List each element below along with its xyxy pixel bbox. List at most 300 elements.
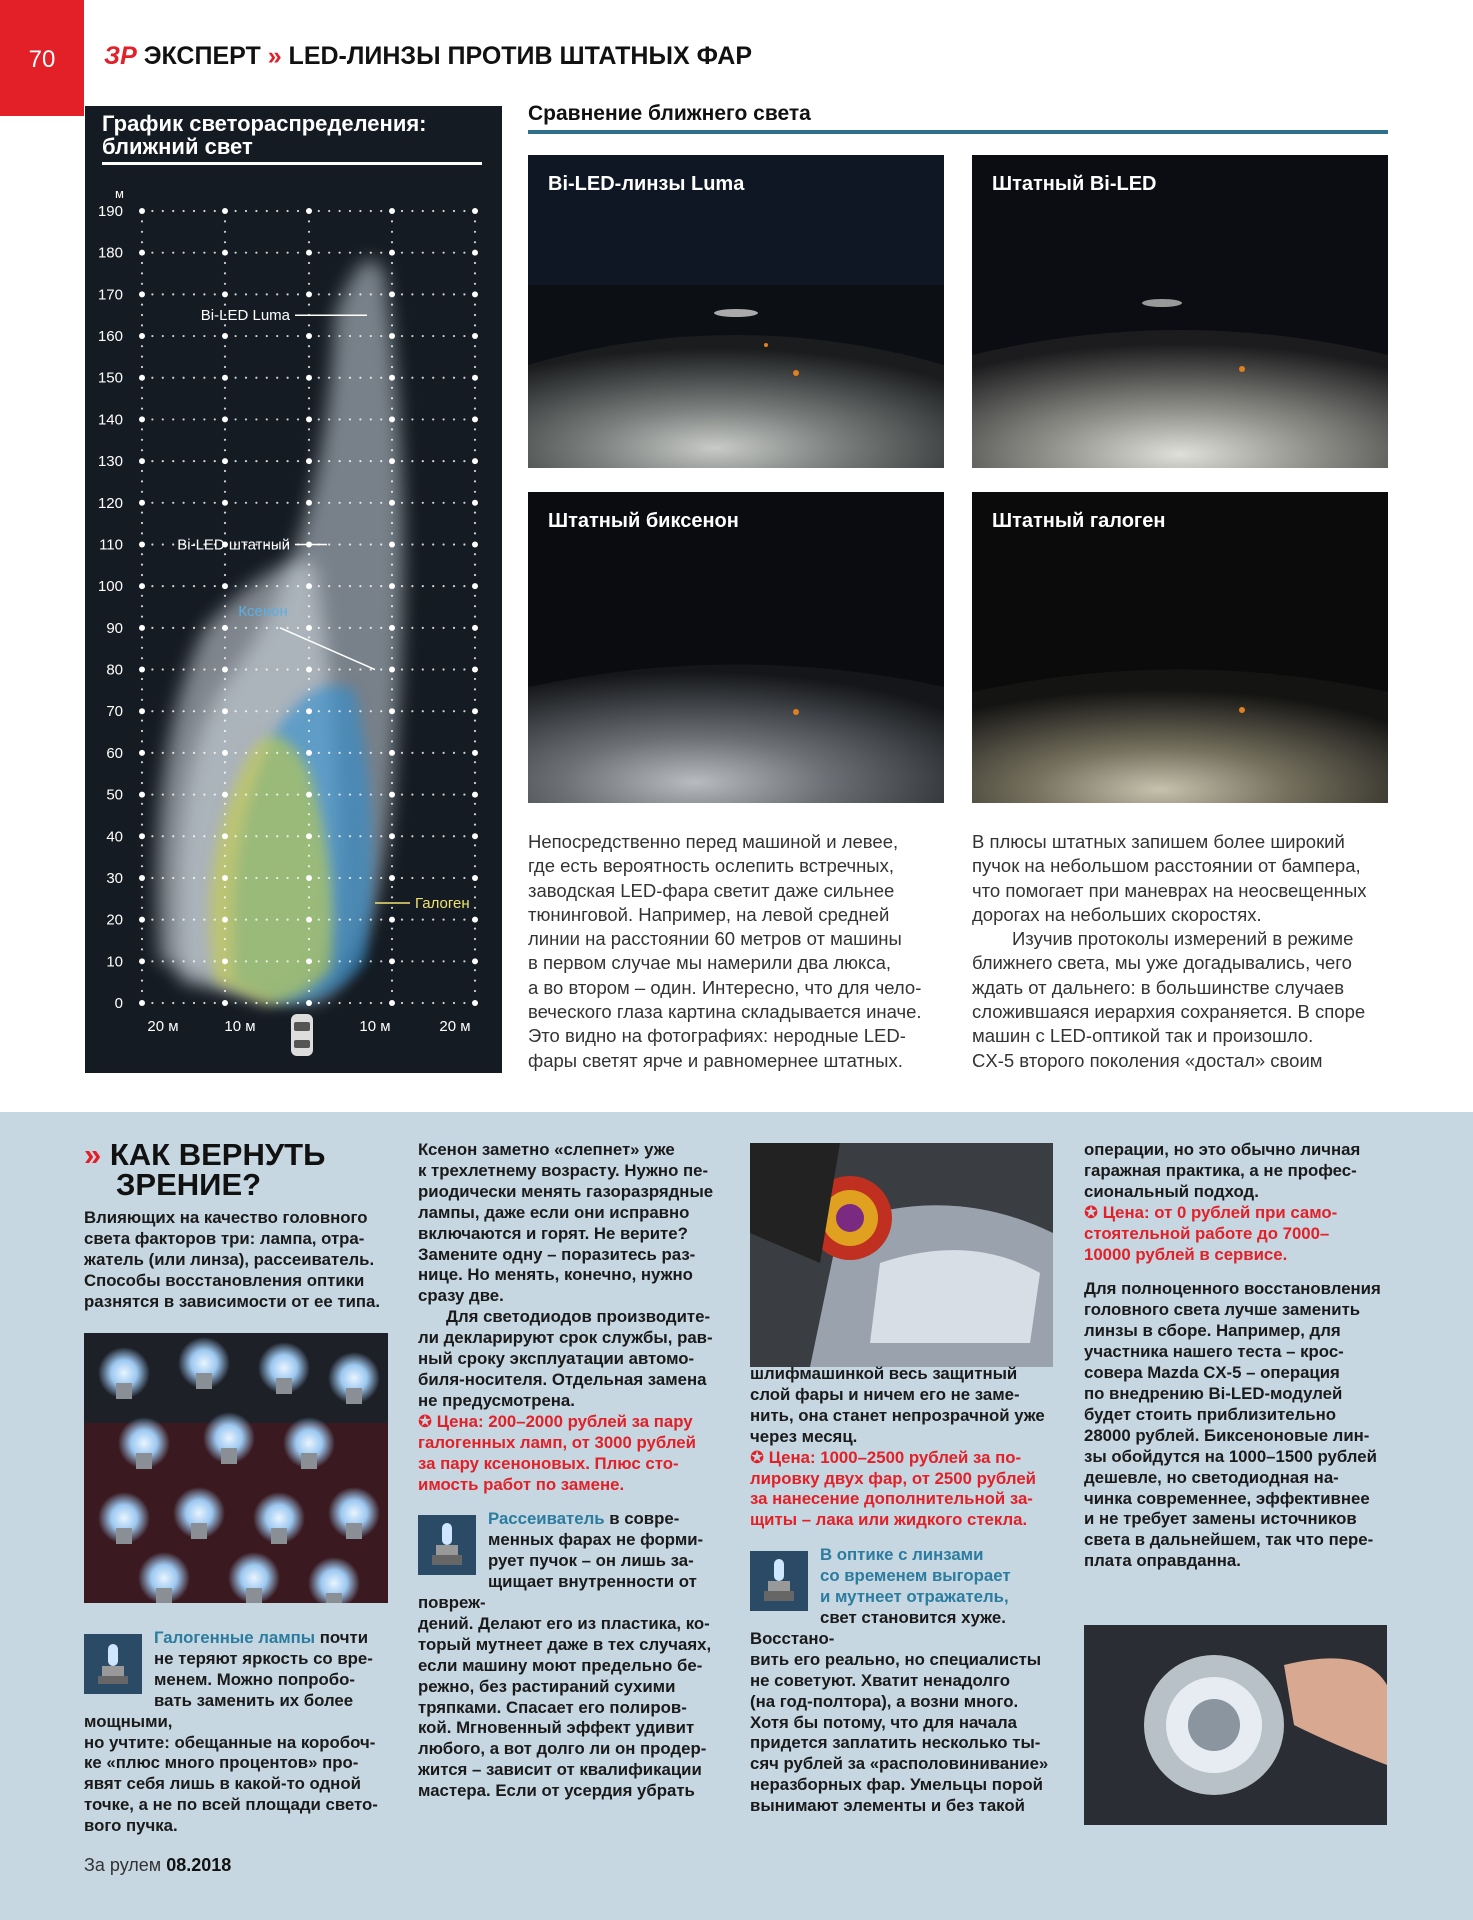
- grid-dot-minor: [349, 210, 351, 212]
- grid-dot-minor: [391, 314, 393, 316]
- grid-dot-minor: [422, 418, 424, 420]
- grid-dot-minor: [255, 835, 257, 837]
- grid-dot-minor: [432, 252, 434, 254]
- grid-dot-minor: [245, 252, 247, 254]
- grid-dot-minor: [453, 710, 455, 712]
- grid-dot-minor: [308, 272, 310, 274]
- grid-dot-minor: [266, 1002, 268, 1004]
- grid-dot-minor: [245, 752, 247, 754]
- text-line: веческого глаза картина складывается иначе.: [528, 1001, 922, 1023]
- grid-dot-minor: [422, 835, 424, 837]
- grid-dot-minor: [463, 1002, 465, 1004]
- grid-dot-minor: [172, 335, 174, 337]
- issue-number: 08.2018: [166, 1855, 232, 1875]
- grid-dot-minor: [308, 304, 310, 306]
- photo-bixenon: [528, 492, 944, 803]
- grid-dot-minor: [297, 210, 299, 212]
- grid-dot-minor: [391, 855, 393, 857]
- text-line: участника нашего теста – крос-: [1084, 1342, 1344, 1362]
- grid-dot-minor: [172, 835, 174, 837]
- grid-dot-minor: [308, 969, 310, 971]
- grid-dot-minor: [266, 210, 268, 212]
- grid-dot-minor: [141, 220, 143, 222]
- grid-dot-minor: [391, 917, 393, 919]
- grid-dot-minor: [224, 252, 226, 254]
- grid-dot-minor: [359, 919, 361, 921]
- grid-dot-minor: [370, 752, 372, 754]
- y-tick-label: 90: [106, 619, 123, 637]
- text-line: если машину моют предельно бе-: [418, 1655, 703, 1675]
- grid-dot-minor: [432, 377, 434, 379]
- grid-dot-minor: [224, 948, 226, 950]
- grid-dot-minor: [391, 907, 393, 909]
- grid-dot-minor: [297, 335, 299, 337]
- grid-dot-minor: [318, 793, 320, 795]
- grid-dot-minor: [411, 835, 413, 837]
- grid-dot-minor: [411, 502, 413, 504]
- text-line: дешевле, но светодиодная на-: [1084, 1467, 1339, 1487]
- grid-dot-minor: [183, 752, 185, 754]
- grid-dot-minor: [401, 710, 403, 712]
- grid-dot-minor: [224, 792, 226, 794]
- grid-dot-minor: [224, 283, 226, 285]
- grid-dot-minor: [141, 262, 143, 264]
- grid-dot-minor: [453, 919, 455, 921]
- grid-dot-minor: [214, 877, 216, 879]
- grid-dot-minor: [411, 377, 413, 379]
- grid-dot-minor: [370, 335, 372, 337]
- grid-dot-minor: [411, 460, 413, 462]
- grid-dot-minor: [151, 335, 153, 337]
- lens-photo: [1084, 1625, 1387, 1825]
- grid-dot-minor: [474, 262, 476, 264]
- grid-dot-minor: [141, 948, 143, 950]
- grid-dot-minor: [141, 803, 143, 805]
- grid-dot-minor: [474, 241, 476, 243]
- text-line: зы обойдутся на 1000–1500 рублей: [1084, 1446, 1377, 1466]
- grid-dot-minor: [474, 512, 476, 514]
- grid-dot-minor: [339, 710, 341, 712]
- grid-dot-minor: [391, 688, 393, 690]
- grid-dot-minor: [318, 919, 320, 921]
- grid-dot-minor: [183, 877, 185, 879]
- grid-dot-minor: [308, 210, 310, 212]
- grid-dot-minor: [141, 813, 143, 815]
- grid-dot-minor: [474, 272, 476, 274]
- grid-dot-minor: [162, 793, 164, 795]
- grid-dot-minor: [255, 793, 257, 795]
- grid-dot-minor: [141, 834, 143, 836]
- text-line: а во втором – один. Интересно, что для чело-: [528, 976, 922, 998]
- grid-dot-minor: [141, 668, 143, 670]
- grid-dot-minor: [474, 792, 476, 794]
- grid-dot-minor: [339, 460, 341, 462]
- grid-dot-minor: [203, 752, 205, 754]
- grid-dot-minor: [359, 793, 361, 795]
- grid-dot-minor: [224, 844, 226, 846]
- grid-dot-minor: [203, 793, 205, 795]
- grid-dot-minor: [422, 377, 424, 379]
- text-line: дений. Делают его из пластика, ко-: [418, 1613, 710, 1633]
- grid-dot-minor: [391, 699, 393, 701]
- text-line: в первом случае мы намерили два люкса,: [528, 952, 892, 974]
- text-line: плата оправданна.: [1084, 1551, 1241, 1571]
- bulb-base: [156, 1588, 172, 1603]
- grid-dot-minor: [411, 919, 413, 921]
- x-tick-label: 20 м: [147, 1018, 179, 1035]
- grid-dot-minor: [380, 960, 382, 962]
- page-title: LED-ЛИНЗЫ ПРОТИВ ШТАТНЫХ ФАР: [288, 42, 753, 70]
- grid-dot-minor: [349, 668, 351, 670]
- grid-dot-minor: [203, 668, 205, 670]
- rubric-label: ЭКСПЕРТ: [143, 42, 261, 70]
- grid-dot-minor: [349, 418, 351, 420]
- grid-dot-minor: [474, 896, 476, 898]
- text-line: пучок на небольшом расстоянии от бампера,: [972, 855, 1361, 877]
- text-line: и не требует замены источников: [1084, 1509, 1357, 1529]
- grid-dot-minor: [474, 439, 476, 441]
- grid-dot-minor: [224, 335, 226, 337]
- grid-dot-minor: [474, 720, 476, 722]
- grid-dot-minor: [349, 293, 351, 295]
- text-line: риодически менять газоразрядные: [418, 1181, 714, 1201]
- grid-dot-minor: [391, 668, 393, 670]
- grid-dot-minor: [141, 595, 143, 597]
- grid-dot-minor: [141, 772, 143, 774]
- grid-dot-minor: [463, 627, 465, 629]
- grid-dot-minor: [391, 647, 393, 649]
- grid-dot-minor: [276, 377, 278, 379]
- text-line: ли декларируют срок службы, рав-: [418, 1328, 713, 1348]
- grid-dot-minor: [474, 990, 476, 992]
- text-line: В плюсы штатных запишем более широкий: [972, 831, 1345, 852]
- grid-dot-minor: [328, 960, 330, 962]
- grid-dot-minor: [141, 241, 143, 243]
- text-line: но учтите: обещанные на коробоч-: [84, 1732, 376, 1752]
- grid-dot-minor: [287, 585, 289, 587]
- grid-dot-minor: [474, 959, 476, 961]
- grid-dot-minor: [474, 501, 476, 503]
- grid-dot-minor: [391, 397, 393, 399]
- grid-dot-minor: [224, 886, 226, 888]
- text-line: неразборных фар. Умельцы порой: [750, 1775, 1043, 1795]
- grid-dot-minor: [183, 293, 185, 295]
- grid-dot-minor: [203, 460, 205, 462]
- grid-dot-minor: [359, 668, 361, 670]
- grid-dot-minor: [214, 752, 216, 754]
- grid-dot-minor: [391, 366, 393, 368]
- text-line: любого, а вот долго ли он продер-: [418, 1739, 707, 1759]
- grid-dot-minor: [401, 418, 403, 420]
- sidebar-column-4: [1084, 1140, 1404, 1572]
- grid-dot-minor: [391, 782, 393, 784]
- grid-dot-minor: [193, 335, 195, 337]
- grid-dot-minor: [391, 512, 393, 514]
- grid-dot-minor: [308, 740, 310, 742]
- grid-dot-minor: [141, 439, 143, 441]
- grid-dot-minor: [287, 335, 289, 337]
- grid-dot-minor: [401, 335, 403, 337]
- grid-dot-minor: [349, 502, 351, 504]
- bulb-base: [301, 1453, 317, 1469]
- grid-dot-minor: [141, 876, 143, 878]
- grid-dot-minor: [224, 720, 226, 722]
- text-line: что помогает при маневрах на неосвещенных: [972, 879, 1367, 901]
- grid-dot-minor: [349, 835, 351, 837]
- grid-dot-minor: [349, 460, 351, 462]
- grid-dot-minor: [141, 480, 143, 482]
- grid-dot-minor: [266, 585, 268, 587]
- grid-dot-minor: [474, 626, 476, 628]
- grid-dot-minor: [474, 449, 476, 451]
- grid-dot-minor: [380, 502, 382, 504]
- grid-dot-minor: [183, 585, 185, 587]
- price-line: за нанесение дополнительной за-: [750, 1489, 1033, 1509]
- grid-dot-minor: [214, 668, 216, 670]
- grid-dot-minor: [224, 491, 226, 493]
- grid-dot-minor: [255, 627, 257, 629]
- grid-dot-minor: [370, 460, 372, 462]
- headlight-icon: [418, 1515, 476, 1575]
- grid-dot-minor: [391, 324, 393, 326]
- article-column-1: [528, 830, 948, 1073]
- lens-title: В оптике с линзами: [820, 1545, 984, 1565]
- grid-dot-minor: [391, 262, 393, 264]
- grid-dot-minor: [328, 835, 330, 837]
- grid-dot-minor: [162, 919, 164, 921]
- grid-dot-minor: [474, 917, 476, 919]
- grid-dot-minor: [224, 470, 226, 472]
- grid-dot-minor: [422, 960, 424, 962]
- text-line: ждать от дальнего: в большинстве случаев: [972, 976, 1345, 998]
- grid-dot-minor: [359, 210, 361, 212]
- grid-dot-minor: [224, 532, 226, 534]
- grid-dot-minor: [141, 408, 143, 410]
- grid-dot-minor: [214, 835, 216, 837]
- grid-dot-minor: [151, 293, 153, 295]
- grid-dot-minor: [391, 928, 393, 930]
- grid-dot-minor: [359, 377, 361, 379]
- grid-dot-minor: [162, 627, 164, 629]
- text-line: будет стоить приблизительно: [1084, 1404, 1336, 1424]
- grid-dot-minor: [432, 502, 434, 504]
- grid-dot-minor: [328, 585, 330, 587]
- grid-dot-minor: [183, 627, 185, 629]
- grid-dot-minor: [308, 834, 310, 836]
- y-tick-label: 120: [97, 494, 123, 512]
- grid-dot-minor: [318, 585, 320, 587]
- grid-dot-minor: [235, 668, 237, 670]
- grid-dot-minor: [474, 252, 476, 254]
- grid-dot-minor: [359, 502, 361, 504]
- grid-dot-minor: [141, 252, 143, 254]
- text-line: операции, но это обычно личная: [1084, 1140, 1361, 1159]
- grid-dot-minor: [162, 835, 164, 837]
- grid-dot-minor: [391, 304, 393, 306]
- grid-dot-minor: [245, 793, 247, 795]
- text-line: лампы, даже если они исправно: [418, 1202, 690, 1222]
- grid-dot-minor: [255, 877, 257, 879]
- grid-dot-minor: [453, 502, 455, 504]
- text-line: шлифмашинкой весь защитный: [750, 1364, 1018, 1383]
- grid-dot-minor: [162, 585, 164, 587]
- grid-dot-minor: [411, 543, 413, 545]
- grid-dot-minor: [224, 418, 226, 420]
- grid-dot-minor: [162, 460, 164, 462]
- grid-dot-minor: [411, 877, 413, 879]
- grid-dot-minor: [308, 252, 310, 254]
- grid-dot-minor: [235, 919, 237, 921]
- grid-dot-minor: [224, 709, 226, 711]
- grid-dot-minor: [276, 710, 278, 712]
- grid-dot-minor: [380, 877, 382, 879]
- grid-dot-minor: [391, 387, 393, 389]
- grid-dot-minor: [224, 626, 226, 628]
- grid-dot-minor: [308, 584, 310, 586]
- y-tick-label: 0: [114, 995, 123, 1012]
- grid-dot-minor: [141, 553, 143, 555]
- grid-dot-minor: [172, 627, 174, 629]
- grid-dot-minor: [141, 428, 143, 430]
- grid-dot-minor: [266, 668, 268, 670]
- grid-dot-minor: [453, 543, 455, 545]
- grid-dot-minor: [432, 418, 434, 420]
- text-line: 28000 рублей. Биксеноновые лин-: [1084, 1425, 1370, 1445]
- grid-dot-minor: [401, 668, 403, 670]
- grid-dot-minor: [141, 272, 143, 274]
- grid-dot-minor: [370, 293, 372, 295]
- grid-dot-minor: [463, 377, 465, 379]
- grid-dot-minor: [453, 460, 455, 462]
- grid-dot-minor: [203, 335, 205, 337]
- grid-dot-minor: [474, 1000, 476, 1002]
- grid-dot-minor: [183, 960, 185, 962]
- grid-dot-minor: [224, 376, 226, 378]
- grid-dot-minor: [453, 960, 455, 962]
- grid-dot-minor: [349, 710, 351, 712]
- grid-dot-minor: [141, 616, 143, 618]
- grid-dot-minor: [224, 512, 226, 514]
- grid-dot-minor: [151, 919, 153, 921]
- photo-label: Штатный галоген: [992, 510, 1166, 532]
- grid-dot-minor: [224, 990, 226, 992]
- diffuser-paragraph: [418, 1509, 718, 1802]
- grid-dot-minor: [474, 356, 476, 358]
- grid-dot-minor: [203, 877, 205, 879]
- text-line: жатель (или линза), рассеиватель.: [84, 1249, 375, 1269]
- text-line: машин с LED-оптикой так и произошло.: [972, 1025, 1314, 1047]
- grid-dot-minor: [141, 418, 143, 420]
- grid-dot-minor: [172, 877, 174, 879]
- grid-dot-minor: [391, 272, 393, 274]
- grid-dot-minor: [308, 813, 310, 815]
- text-line: менных фарах не форми-: [488, 1530, 704, 1550]
- grid-dot-minor: [255, 960, 257, 962]
- y-tick-label: 170: [97, 286, 123, 304]
- grid-dot-minor: [297, 960, 299, 962]
- grid-dot-minor: [443, 835, 445, 837]
- grid-dot-minor: [141, 699, 143, 701]
- grid-dot-minor: [224, 917, 226, 919]
- grid-dot-minor: [308, 688, 310, 690]
- grid-dot-minor: [474, 564, 476, 566]
- grid-dot-minor: [308, 283, 310, 285]
- grid-dot-minor: [308, 345, 310, 347]
- grid-dot-minor: [380, 627, 382, 629]
- grid-dot-minor: [411, 793, 413, 795]
- grid-dot-minor: [297, 835, 299, 837]
- y-tick-label: 50: [106, 786, 123, 804]
- grid-dot-minor: [141, 387, 143, 389]
- grid-dot-minor: [214, 335, 216, 337]
- grid-dot-minor: [349, 752, 351, 754]
- grid-dot-minor: [308, 231, 310, 233]
- bulb-base: [221, 1448, 237, 1464]
- series-label: Ксенон: [238, 603, 288, 621]
- grid-dot-minor: [172, 418, 174, 420]
- grid-dot-minor: [266, 752, 268, 754]
- grid-dot-minor: [193, 877, 195, 879]
- grid-dot-minor: [287, 1002, 289, 1004]
- text-line: линзы в сборе. Например, для: [1084, 1321, 1341, 1341]
- grid-dot-minor: [141, 304, 143, 306]
- grid-dot-minor: [328, 252, 330, 254]
- grid-dot-minor: [443, 877, 445, 879]
- grid-dot-minor: [224, 387, 226, 389]
- grid-dot-minor: [308, 668, 310, 670]
- grid-dot-minor: [308, 678, 310, 680]
- grid-dot-minor: [359, 752, 361, 754]
- grid-dot-minor: [474, 980, 476, 982]
- grid-dot-minor: [203, 502, 205, 504]
- price-line: ✪ Цена: от 0 рублей при само-: [1084, 1202, 1338, 1222]
- grid-dot-minor: [474, 647, 476, 649]
- grid-dot-minor: [339, 543, 341, 545]
- grid-dot-minor: [391, 740, 393, 742]
- grid-dot-minor: [391, 792, 393, 794]
- grid-dot-minor: [141, 907, 143, 909]
- grid-dot-minor: [224, 938, 226, 940]
- text-line: явят себя лишь в какой-то одной: [84, 1774, 361, 1794]
- grid-dot-minor: [141, 980, 143, 982]
- grid-dot-minor: [245, 835, 247, 837]
- grid-dot-minor: [308, 865, 310, 867]
- heading-line: ЗРЕНИЕ?: [116, 1167, 262, 1202]
- grid-dot-minor: [463, 543, 465, 545]
- grid-dot-minor: [391, 460, 393, 462]
- text-line: света в дальнейшем, так что пере-: [1084, 1530, 1374, 1550]
- grid-dot-minor: [203, 835, 205, 837]
- grid-dot-minor: [328, 752, 330, 754]
- grid-dot-minor: [245, 418, 247, 420]
- grid-dot-minor: [193, 418, 195, 420]
- grid-dot-minor: [391, 241, 393, 243]
- grid-dot-minor: [245, 377, 247, 379]
- grid-dot-minor: [141, 844, 143, 846]
- grid-dot-minor: [380, 710, 382, 712]
- grid-dot-minor: [245, 710, 247, 712]
- grid-dot-minor: [443, 668, 445, 670]
- grid-dot-minor: [224, 647, 226, 649]
- text-line: торый мутнеет даже в тех случаях,: [418, 1634, 712, 1654]
- grid-dot-minor: [141, 356, 143, 358]
- text-line: линии на расстоянии 60 метров от машины: [528, 928, 902, 950]
- grid-dot-minor: [245, 1002, 247, 1004]
- grid-dot-minor: [422, 752, 424, 754]
- bulb-base: [346, 1388, 362, 1404]
- grid-dot-minor: [172, 919, 174, 921]
- grid-dot-minor: [339, 252, 341, 254]
